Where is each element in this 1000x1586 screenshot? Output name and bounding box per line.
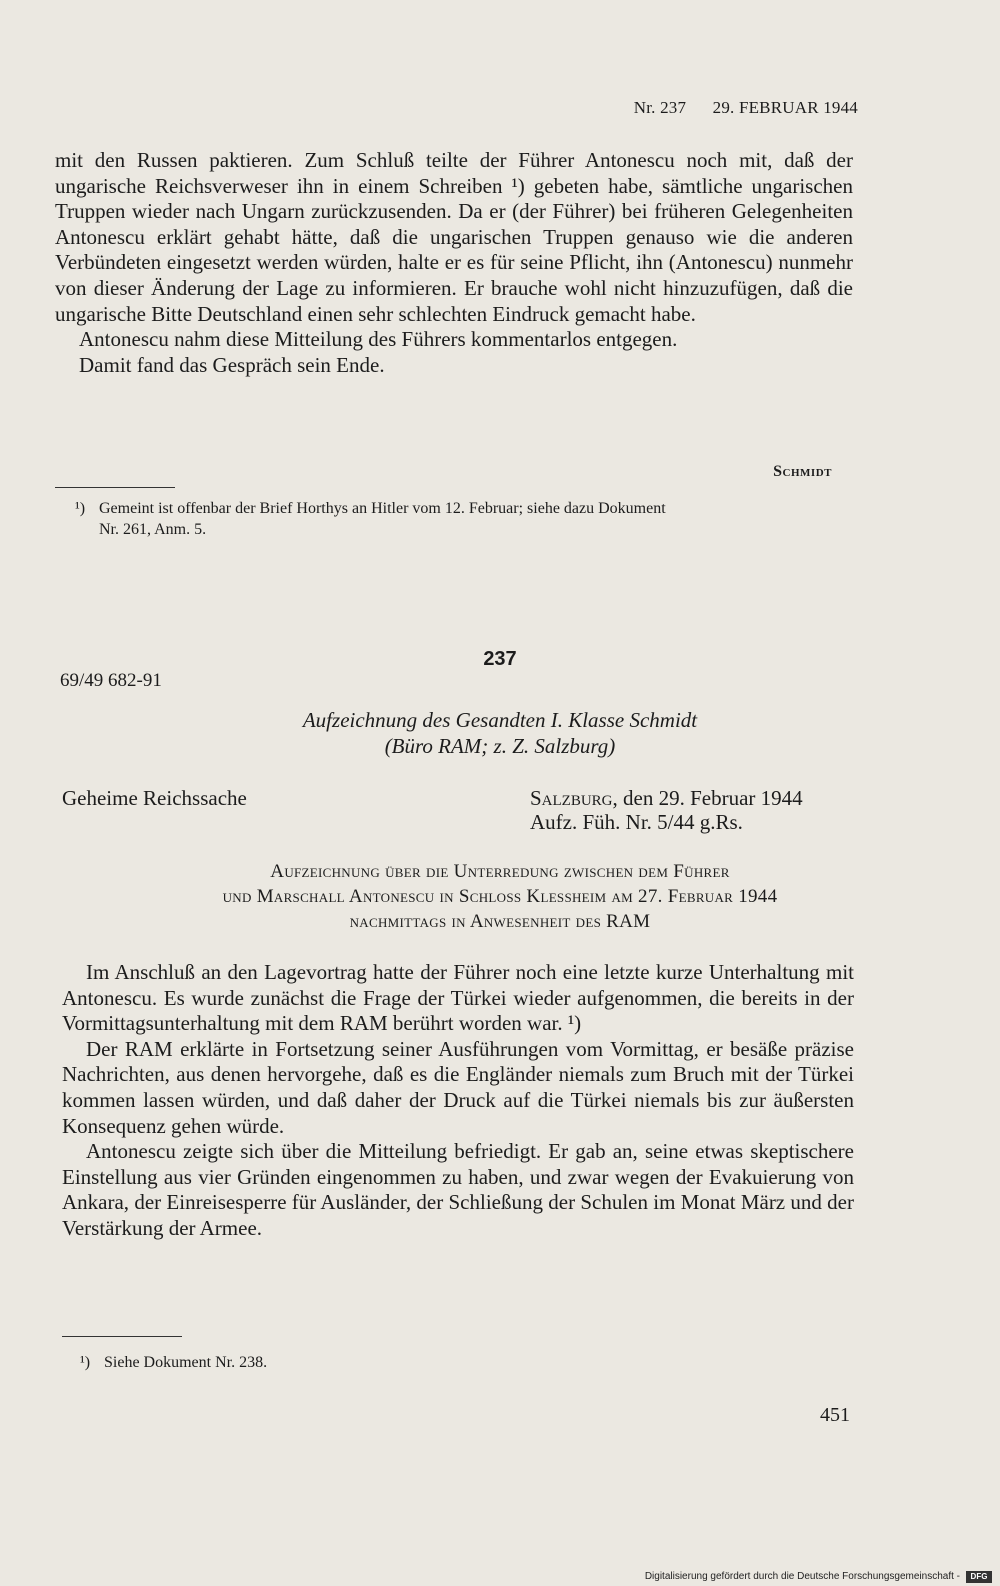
date: , den 29. Februar 1944 xyxy=(612,786,803,810)
body-text xyxy=(62,960,854,1242)
paragraph: Damit fand das Gespräch sein Ende. xyxy=(79,352,385,377)
record-heading: Aufzeichnung über die Unterredung zwischen dem Führer xyxy=(270,861,730,882)
document-number: 237 xyxy=(483,648,517,670)
footnote-divider xyxy=(55,487,175,488)
place: Salzburg xyxy=(530,786,613,810)
running-head-date: 29. FEBRUAR 1944 xyxy=(712,98,858,117)
footnote-top xyxy=(75,498,855,540)
footnote-bottom xyxy=(80,1352,267,1373)
document-reference: 69/49 682-91 xyxy=(60,670,162,691)
paragraph: Antonescu nahm diese Mitteilung des Führers kommentarlos entgegen. xyxy=(79,327,678,352)
record-heading: und Marschall Antonescu in Schloss Klessheim am 27. Februar 1944 xyxy=(222,886,778,907)
file-number: Aufz. Füh. Nr. 5/44 g.Rs. xyxy=(530,810,743,834)
signature: Schmidt xyxy=(773,463,832,480)
paragraph: Antonescu zeigte sich über die Mitteilung befriedigt. Er gab an, seine etwas skeptischere Einstellung aus vier Gründen eingenommen zu haben, und zwar wegen der Evakuierung von Ankara, der Einreisesperre für Ausländer, der Schließung der Schulen im Monat März und der Verstärkung der Armee. xyxy=(62,1139,854,1240)
page-number: 451 xyxy=(820,1404,850,1426)
document-subtitle: (Büro RAM; z. Z. Salzburg) xyxy=(384,734,616,758)
footnote-marker: ¹) xyxy=(75,500,86,517)
place-and-date xyxy=(530,786,803,811)
running-head xyxy=(634,98,858,118)
running-head-doc-number: Nr. 237 xyxy=(633,98,687,117)
continued-text xyxy=(55,148,853,378)
paragraph: Der RAM erklärte in Fortsetzung seiner Ausführungen vom Vormittag, er besäße präzise Nachrichten, aus denen hervorgehe, daß es die Engländer niemals zum Bruch mit der Türkei kommen lassen würden, und daß daher der Druck auf die Türkei niemals bis zur äußersten Konsequenz gehen würde. xyxy=(62,1036,854,1138)
record-heading: nachmittags in Anwesenheit des RAM xyxy=(349,911,651,932)
classification: Geheime Reichssache xyxy=(62,786,247,810)
footnote-text-continued: Nr. 261, Anm. 5. xyxy=(99,521,207,538)
footnote-marker: ¹) xyxy=(80,1354,91,1371)
footnote-text: Siehe Dokument Nr. 238. xyxy=(104,1354,268,1371)
document-title: Aufzeichnung des Gesandten I. Klasse Schmidt xyxy=(302,708,698,732)
paragraph: Im Anschluß an den Lagevortrag hatte der Führer noch eine letzte kurze Unterhaltung mit Antonescu. Es wurde zunächst die Frage der Türkei wieder aufgenommen, die bereits in der Vormittagsunterhaltung mit dem RAM berührt worden war. ¹) xyxy=(62,960,854,1036)
dfg-logo: DFG xyxy=(966,1571,992,1583)
footnote-text: Gemeint ist offenbar der Brief Horthys an Hitler vom 12. Februar; siehe dazu Dokument xyxy=(99,500,666,517)
digitization-credit: Digitalisierung gefördert durch die Deutsche Forschungsgemeinschaft - xyxy=(644,1571,960,1582)
paragraph: mit den Russen paktieren. Zum Schluß teilte der Führer Antonescu noch mit, daß der ungarische Reichsverweser ihn in einem Schreiben ¹) gebeten habe, sämtliche ungarischen Truppen wieder nach Ungarn zurückzusenden. Da er (der Führer) bei früheren Gelegenheiten Antonescu erklärt gehabt hätte, daß die ungarischen Truppen genauso wie die anderen Verbündeten eingesetzt werden würden, halte er es für seine Pflicht, ihn (Antonescu) nunmehr von dieser Änderung der Lage zu informieren. Er brauche wohl nicht hinzuzufügen, daß die ungarische Bitte Deutschland einen sehr schlechten Eindruck gemacht habe. xyxy=(55,148,853,326)
footnote-divider xyxy=(62,1336,182,1337)
